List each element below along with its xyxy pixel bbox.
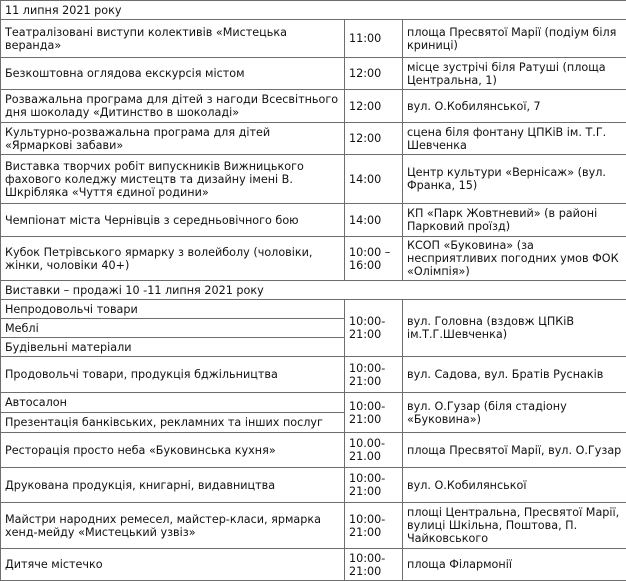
- table-row: [1, 357, 626, 393]
- table-row: [1, 503, 626, 549]
- table-row: [1, 204, 626, 237]
- event-place: КП «Парк Жовтневий» (в районі Парковий проїзд): [403, 204, 626, 237]
- sales-place: площі Центральна, Пресвятої Марії, вулиці Шкільна, Поштова, П. Чайковського: [403, 503, 626, 549]
- sales-time: 10:00- 21:00: [345, 357, 403, 393]
- event-time: 12:00: [345, 123, 403, 155]
- event-name: Виставка творчих робіт випускників Вижницького фахового коледжу мистецтв та дизайну імені В. Шкрібляка «Чуття єдиної родини»: [1, 155, 345, 204]
- sales-item-name: Презентація банківських, рекламних та інших послуг: [1, 413, 345, 433]
- table-row: [1, 393, 626, 413]
- sales-place: вул. О.Гузар (біля стадіону «Буковина»): [403, 393, 626, 433]
- table-row: [1, 468, 626, 503]
- event-time: 14:00: [345, 204, 403, 237]
- sales-time: 10:00- 21:00: [345, 549, 403, 581]
- event-time: 11:00: [345, 20, 403, 58]
- table-row: [1, 549, 626, 581]
- sales-place: вул. Садова, вул. Братів Руснаків: [403, 357, 626, 393]
- event-place: вул. О.Кобилянської, 7: [403, 90, 626, 123]
- table-row: [1, 155, 626, 204]
- table-row: [1, 300, 626, 319]
- event-time: 10:00 – 16:00: [345, 237, 403, 281]
- sales-time: 10:00- 21:00: [345, 503, 403, 549]
- event-place: площа Пресвятої Марії (подіум біля криниці): [403, 20, 626, 58]
- event-place: сцена біля фонтану ЦПКіВ ім. Т.Г. Шевченка: [403, 123, 626, 155]
- event-name: Розважальна програма для дітей з нагоди Всесвітнього дня шоколаду «Дитинство в шоколаді»: [1, 90, 345, 123]
- sales-place: вул. О.Кобилянської: [403, 468, 626, 503]
- sales-item-name: Будівельні матеріали: [1, 338, 345, 357]
- table-row: [1, 433, 626, 468]
- event-time: 12:00: [345, 90, 403, 123]
- event-place: місце зустрічі біля Ратуші (площа Центральна, 1): [403, 58, 626, 90]
- table-row: [1, 20, 626, 58]
- sales-time: 10:00- 21:00: [345, 468, 403, 503]
- sales-item-name: Друкована продукція, книгарні, видавництва: [1, 468, 345, 503]
- event-name: Театралізовані виступи колективів «Мистецька веранда»: [1, 20, 345, 58]
- event-name: Культурно-розважальна програма для дітей «Ярмаркові забави»: [1, 123, 345, 155]
- sales-header-row: [1, 281, 626, 300]
- table-row: [1, 237, 626, 281]
- event-place: КСОП «Буковина» (за несприятливих погодних умов ФОК «Олімпія»): [403, 237, 626, 281]
- sales-time: 10.00- 21.00: [345, 433, 403, 468]
- sales-item-name: Ресторація просто неба «Буковинська кухня»: [1, 433, 345, 468]
- sales-place: площа Пресвятої Марії, вул. О.Гузар: [403, 433, 626, 468]
- sales-item-name: Дитяче містечко: [1, 549, 345, 581]
- event-place: Центр культури «Вернісаж» (вул. Франка, 15): [403, 155, 626, 204]
- sales-item-name: Продовольчі товари, продукція бджільництва: [1, 357, 345, 393]
- table-row: [1, 58, 626, 90]
- sales-item-name: Непродовольчі товари: [1, 300, 345, 319]
- sales-place: площа Філармонії: [403, 549, 626, 581]
- event-time: 14:00: [345, 155, 403, 204]
- event-name: Безкоштовна оглядова екскурсія містом: [1, 58, 345, 90]
- sales-item-name: Меблі: [1, 319, 345, 338]
- event-name: Чемпіонат міста Чернівців з середньовічного бою: [1, 204, 345, 237]
- sales-item-name: Автосалон: [1, 393, 345, 413]
- table-row: [1, 123, 626, 155]
- sales-time: 10:00- 21:00: [345, 300, 403, 357]
- sales-item-name: Майстри народних ремесел, майстер-класи, ярмарка хенд-мейду «Мистецький узвіз»: [1, 503, 345, 549]
- day-header-row: [1, 1, 626, 20]
- sales-time: 10:00- 21:00: [345, 393, 403, 433]
- event-name: Кубок Петрівського ярмарку з волейболу (чоловіки, жінки, чоловіки 40+): [1, 237, 345, 281]
- sales-place: вул. Головна (вздовж ЦПКіВ ім.Т.Г.Шевченка): [403, 300, 626, 357]
- table-row: [1, 90, 626, 123]
- day-header: 11 липня 2021 року: [1, 1, 626, 20]
- sales-header: Виставки – продажі 10 -11 липня 2021 року: [1, 281, 626, 300]
- event-time: 12:00: [345, 58, 403, 90]
